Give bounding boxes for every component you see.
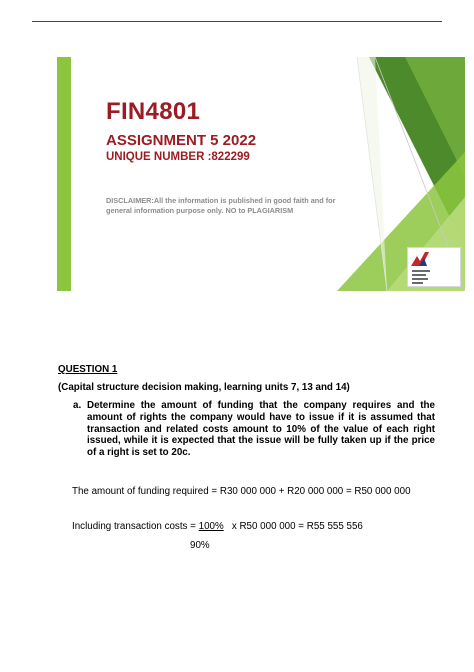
left-green-stripe bbox=[57, 57, 71, 291]
costs-numerator: 100% bbox=[198, 521, 224, 532]
question-subheading: (Capital structure decision making, learning units 7, 13 and 14) bbox=[58, 382, 350, 393]
cover-slide bbox=[57, 57, 465, 291]
logo-mark-icon bbox=[411, 252, 429, 266]
question-heading: QUESTION 1 bbox=[58, 364, 118, 375]
course-code: FIN4801 bbox=[106, 98, 201, 125]
logo-text-line bbox=[412, 270, 430, 272]
unique-number: UNIQUE NUMBER :822299 bbox=[106, 151, 250, 163]
costs-prefix: Including transaction costs = bbox=[72, 521, 199, 532]
costs-denominator: 90% bbox=[190, 540, 210, 551]
question-item-a bbox=[73, 400, 435, 459]
logo-card bbox=[407, 247, 461, 287]
transaction-costs-line bbox=[72, 521, 363, 532]
disclaimer-text: DISCLAIMER:All the information is published in good faith and for general information purpose only. NO to PLAGIARISM bbox=[106, 196, 336, 215]
logo-text-line bbox=[412, 274, 426, 276]
top-divider bbox=[32, 21, 442, 22]
funding-required-line: The amount of funding required = R30 000 000 + R20 000 000 = R50 000 000 bbox=[72, 486, 411, 497]
logo-text-line bbox=[412, 282, 423, 284]
logo-text-line bbox=[412, 278, 428, 280]
assignment-title: ASSIGNMENT 5 2022 bbox=[106, 132, 257, 149]
cover-decoration bbox=[57, 57, 465, 291]
item-text: Determine the amount of funding that the company requires and the amount of rights the company would have to issue if it is assumed that transaction and related costs amount to 10% of the value of each right issued, while it is expected that the issue will be fully taken up if the price of a right is set to 20c. bbox=[87, 400, 435, 459]
costs-suffix: x R50 000 000 = R55 555 556 bbox=[223, 521, 363, 532]
item-marker: a. bbox=[73, 400, 82, 411]
